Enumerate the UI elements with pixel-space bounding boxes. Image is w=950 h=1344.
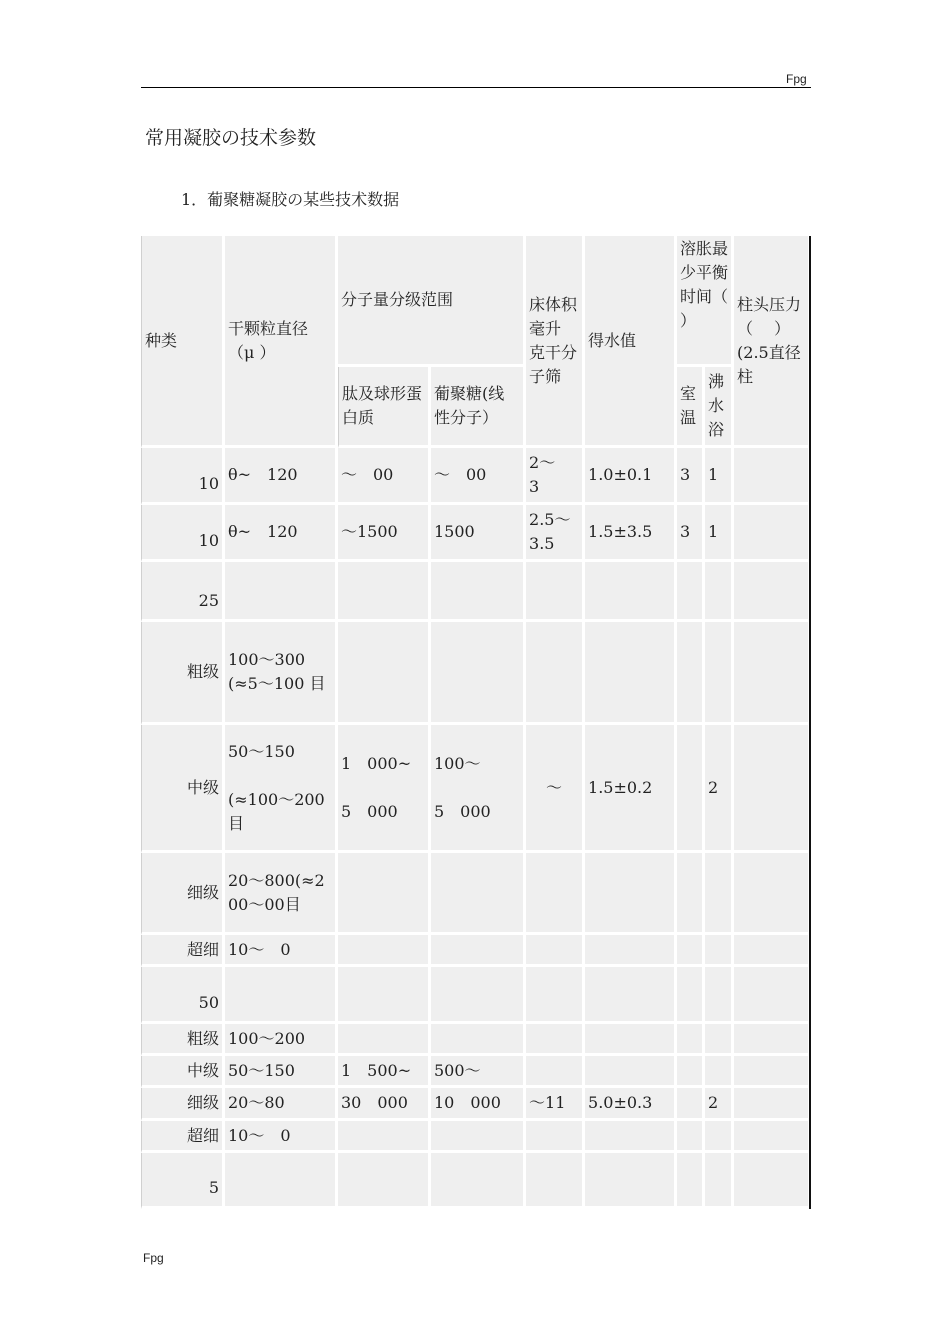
cell-room-temp xyxy=(677,967,705,1024)
cell-boiling xyxy=(705,1153,734,1209)
cell-type: 25 xyxy=(141,562,225,622)
cell-particle-diameter xyxy=(225,562,338,622)
cell-mw-protein xyxy=(338,853,431,935)
sephadex-data-table xyxy=(141,236,811,1209)
table-row xyxy=(141,1024,811,1056)
cell-mw-dextran xyxy=(431,562,526,622)
cell-bed-volume xyxy=(526,1024,585,1056)
cell-particle-diameter: θ~ 120 xyxy=(225,448,338,505)
cell-mw-dextran xyxy=(431,853,526,935)
cell-mw-dextran xyxy=(431,967,526,1024)
cell-water-regain xyxy=(585,622,677,725)
cell-mw-dextran: 1500 xyxy=(431,505,526,562)
cell-boiling: 1 xyxy=(705,505,734,562)
header-mw-dextran: 葡聚糖(线性分子） xyxy=(431,367,526,448)
table-row xyxy=(141,1153,811,1209)
cell-room-temp xyxy=(677,562,705,622)
cell-mw-protein: ～1500 xyxy=(338,505,431,562)
cell-water-regain xyxy=(585,1024,677,1056)
cell-bed-volume xyxy=(526,1153,585,1209)
cell-bed-volume xyxy=(526,967,585,1024)
cell-particle-diameter: 50～150 xyxy=(225,1056,338,1088)
cell-mw-protein xyxy=(338,562,431,622)
cell-column-pressure xyxy=(734,622,811,725)
cell-bed-volume xyxy=(526,935,585,967)
cell-column-pressure xyxy=(734,505,811,562)
cell-mw-dextran xyxy=(431,935,526,967)
cell-column-pressure xyxy=(734,1056,811,1088)
cell-bed-volume xyxy=(526,1121,585,1153)
table-right-edge xyxy=(809,236,811,1209)
table-row xyxy=(141,1056,811,1088)
cell-type: 超细 xyxy=(141,1121,225,1153)
table-row xyxy=(141,562,811,622)
cell-room-temp xyxy=(677,1121,705,1153)
cell-bed-volume: 2.5～3.5 xyxy=(526,505,585,562)
cell-room-temp xyxy=(677,1056,705,1088)
cell-boiling xyxy=(705,853,734,935)
header-particle-diameter: 干颗粒直径（μ ） xyxy=(225,236,338,448)
cell-type: 5 xyxy=(141,1153,225,1209)
cell-mw-protein: 1 000~ 5 000 xyxy=(338,725,431,853)
table-row xyxy=(141,725,811,853)
cell-boiling: 1 xyxy=(705,448,734,505)
cell-boiling xyxy=(705,622,734,725)
cell-column-pressure xyxy=(734,1088,811,1121)
cell-water-regain: 1.5±3.5 xyxy=(585,505,677,562)
header-bed-volume: 床体积毫升 克干分子筛 xyxy=(526,236,585,448)
table-row xyxy=(141,967,811,1024)
cell-water-regain xyxy=(585,935,677,967)
cell-column-pressure xyxy=(734,935,811,967)
cell-particle-diameter: 20～80 xyxy=(225,1088,338,1121)
header-type: 种类 xyxy=(141,236,225,448)
cell-type: 细级 xyxy=(141,853,225,935)
page-footer-text: Fpg xyxy=(143,1251,164,1265)
cell-particle-diameter: 50～150 (≈100～200目 xyxy=(225,725,338,853)
cell-column-pressure xyxy=(734,448,811,505)
cell-room-temp xyxy=(677,853,705,935)
cell-mw-protein xyxy=(338,1153,431,1209)
header-column-pressure: 柱头压力（ ）(2.5直径柱 xyxy=(734,236,811,448)
cell-type: 细级 xyxy=(141,1088,225,1121)
cell-room-temp xyxy=(677,935,705,967)
cell-room-temp: 3 xyxy=(677,448,705,505)
cell-mw-protein: 1 500~ xyxy=(338,1056,431,1088)
cell-boiling xyxy=(705,1121,734,1153)
cell-water-regain xyxy=(585,1153,677,1209)
cell-room-temp xyxy=(677,1088,705,1121)
cell-particle-diameter xyxy=(225,1153,338,1209)
section-heading: 1．葡聚糖凝胶の某些技术数据 xyxy=(181,190,400,209)
cell-room-temp: 3 xyxy=(677,505,705,562)
cell-boiling xyxy=(705,1056,734,1088)
cell-column-pressure xyxy=(734,853,811,935)
cell-column-pressure xyxy=(734,562,811,622)
cell-mw-protein: 30 000 xyxy=(338,1088,431,1121)
cell-water-regain: 1.0±0.1 xyxy=(585,448,677,505)
cell-bed-volume xyxy=(526,562,585,622)
cell-type: 中级 xyxy=(141,1056,225,1088)
cell-bed-volume: ～11 xyxy=(526,1088,585,1121)
cell-bed-volume xyxy=(526,853,585,935)
page-title: 常用凝胶の技术参数 xyxy=(145,127,317,149)
cell-column-pressure xyxy=(734,1024,811,1056)
cell-water-regain xyxy=(585,562,677,622)
header-swell-time: 溶胀最少平衡时间（ ） xyxy=(677,236,734,367)
header-room-temp: 室温 xyxy=(677,367,705,448)
cell-room-temp xyxy=(677,1153,705,1209)
cell-column-pressure xyxy=(734,725,811,853)
cell-mw-dextran: 10 000 xyxy=(431,1088,526,1121)
cell-room-temp xyxy=(677,725,705,853)
table-row xyxy=(141,935,811,967)
cell-water-regain xyxy=(585,853,677,935)
cell-boiling: 2 xyxy=(705,1088,734,1121)
cell-boiling xyxy=(705,1024,734,1056)
table-row xyxy=(141,1088,811,1121)
page-header-text: Fpg xyxy=(786,72,807,86)
cell-type: 50 xyxy=(141,967,225,1024)
cell-water-regain xyxy=(585,967,677,1024)
cell-mw-dextran xyxy=(431,622,526,725)
cell-mw-protein xyxy=(338,622,431,725)
cell-bed-volume: ～ xyxy=(526,725,585,853)
cell-particle-diameter: 20～800(≈200～00目 xyxy=(225,853,338,935)
cell-mw-dextran xyxy=(431,1153,526,1209)
cell-boiling xyxy=(705,967,734,1024)
cell-mw-protein: ～ 00 xyxy=(338,448,431,505)
cell-room-temp xyxy=(677,622,705,725)
header-row-1 xyxy=(141,236,811,367)
table-row xyxy=(141,505,811,562)
header-water-regain: 得水值 xyxy=(585,236,677,448)
cell-type: 粗级 xyxy=(141,622,225,725)
cell-mw-protein xyxy=(338,1121,431,1153)
cell-mw-dextran: 100～ 5 000 xyxy=(431,725,526,853)
table-row xyxy=(141,622,811,725)
cell-boiling xyxy=(705,935,734,967)
cell-mw-dextran: 500～ xyxy=(431,1056,526,1088)
cell-water-regain xyxy=(585,1121,677,1153)
cell-particle-diameter: 100～300 (≈5～100 目 xyxy=(225,622,338,725)
cell-room-temp xyxy=(677,1024,705,1056)
cell-particle-diameter: θ~ 120 xyxy=(225,505,338,562)
cell-type: 10 xyxy=(141,505,225,562)
cell-column-pressure xyxy=(734,1153,811,1209)
cell-particle-diameter: 100～200 xyxy=(225,1024,338,1056)
cell-type: 中级 xyxy=(141,725,225,853)
cell-particle-diameter: 10～ 0 xyxy=(225,935,338,967)
cell-mw-dextran xyxy=(431,1121,526,1153)
header-boiling: 沸水浴 xyxy=(705,367,734,448)
cell-mw-protein xyxy=(338,1024,431,1056)
header-rule xyxy=(141,87,811,88)
cell-bed-volume xyxy=(526,622,585,725)
cell-water-regain xyxy=(585,1056,677,1088)
cell-boiling: 2 xyxy=(705,725,734,853)
cell-boiling xyxy=(705,562,734,622)
cell-type: 10 xyxy=(141,448,225,505)
table-row xyxy=(141,1121,811,1153)
header-mw-protein: 肽及球形蛋白质 xyxy=(338,367,431,448)
cell-mw-protein xyxy=(338,935,431,967)
cell-water-regain: 5.0±0.3 xyxy=(585,1088,677,1121)
cell-particle-diameter xyxy=(225,967,338,1024)
table-row xyxy=(141,853,811,935)
cell-water-regain: 1.5±0.2 xyxy=(585,725,677,853)
cell-column-pressure xyxy=(734,1121,811,1153)
cell-mw-dextran xyxy=(431,1024,526,1056)
header-mw-range: 分子量分级范围 xyxy=(338,236,526,367)
cell-column-pressure xyxy=(734,967,811,1024)
cell-bed-volume: 2～ 3 xyxy=(526,448,585,505)
cell-bed-volume xyxy=(526,1056,585,1088)
cell-particle-diameter: 10～ 0 xyxy=(225,1121,338,1153)
table-row xyxy=(141,448,811,505)
cell-mw-dextran: ～ 00 xyxy=(431,448,526,505)
cell-type: 超细 xyxy=(141,935,225,967)
cell-type: 粗级 xyxy=(141,1024,225,1056)
cell-mw-protein xyxy=(338,967,431,1024)
